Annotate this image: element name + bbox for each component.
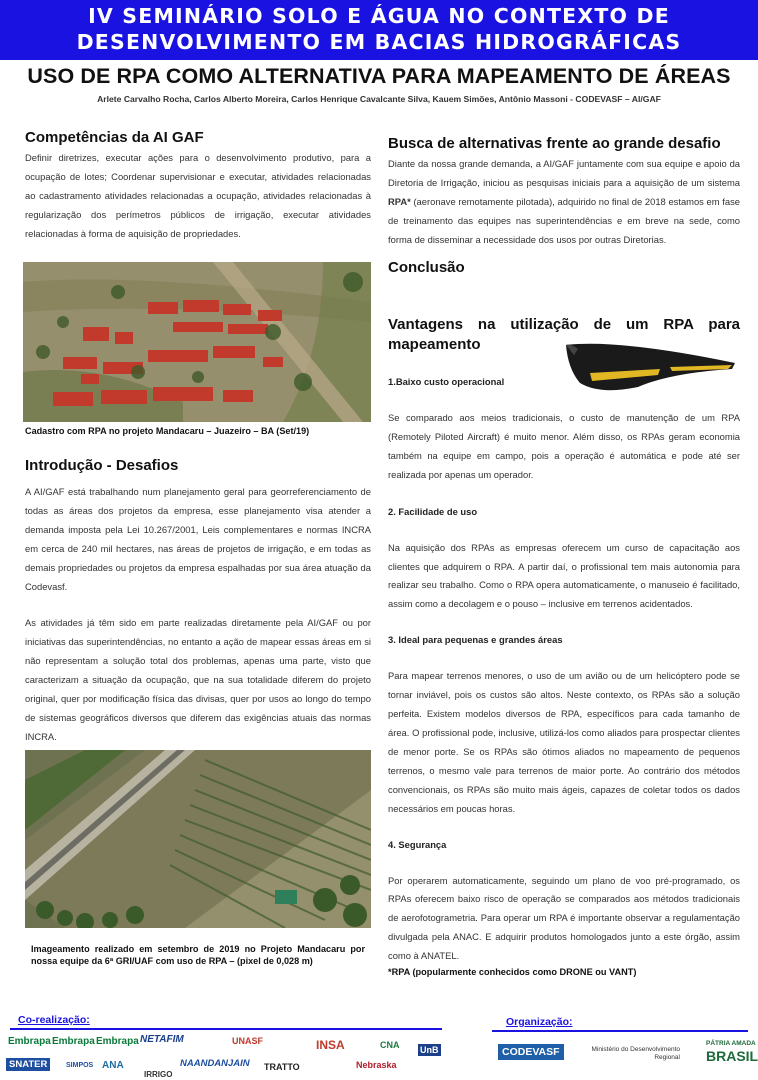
- right-column-top: [388, 135, 740, 276]
- event-title-line2: DESENVOLVIMENTO EM BACIAS HIDROGRÁFICAS: [76, 30, 682, 54]
- v2-heading: 2. Facilidade de uso: [388, 505, 478, 517]
- busca-rpa: RPA*: [388, 195, 411, 207]
- competencias-heading: Competências da AI GAF: [25, 129, 204, 146]
- logo-patria-amada: PÁTRIA AMADA: [706, 1040, 756, 1047]
- vantagens-heading: Vantagens na utilização de um RPA para mapeamento: [388, 316, 740, 353]
- busca-heading: Busca de alternativas frente ao grande desafio: [388, 135, 721, 152]
- v4-heading: 4. Segurança: [388, 838, 447, 850]
- v3-heading: 3. Ideal para pequenas e grandes áreas: [388, 634, 563, 646]
- conclusao-heading: Conclusão: [388, 258, 465, 276]
- left-column: [25, 129, 371, 244]
- logo-simpos: SIMPOS: [66, 1062, 94, 1069]
- event-title-line1: IV SEMINÁRIO SOLO E ÁGUA NO CONTEXTO DE: [88, 4, 670, 28]
- logo-embrapa-2: Embrapa: [52, 1036, 95, 1047]
- v3-text: Para mapear terrenos menores, o uso de um avião ou de um helicóptero pode se tornar inviável, pois os custos são altos. Neste contexto, os RPAs são a solução perfeita. Existem modelos diversos de RPA, específicos para cada tamanho de área. O profissional pode, inclusive, utilizá-los como aliados para prospectar clientes de menor porte. Se os RPAs são ótimos aliados no mapeamento de pequenos terrenos, o mesmo vale para terrenos de maior porte. Ao contrário dos métodos convencionais, os RPAs são muito mais ágeis, capazes de coletar todos os dados necessários em poucas horas.: [388, 670, 740, 814]
- v1-text: Se comparado aos meios tradicionais, o custo de manutenção de um RPA (Remotely Piloted Aircraft) é muito menor. Além disso, os RPAs geram economia também na equipe em campo, pois a operação é automática e pode até ser realizada por apenas um operador.: [388, 412, 740, 480]
- logo-nebraska: Nebraska: [356, 1060, 397, 1070]
- authors-line: Arlete Carvalho Rocha, Carlos Alberto Moreira, Carlos Henrique Cavalcante Silva, Kauem Simões, Antônio Massoni - CODEVASF – AI/GAF: [97, 94, 661, 104]
- logo-cna: CNA: [380, 1040, 400, 1050]
- v2-text: Na aquisição dos RPAs as empresas oferecem um curso de capacitação aos clientes que adquirem o RPA. A partir daí, o profissional tem mais autonomia para realizar seu trabalho. Como o RPA opera automaticamente, o manuseio é facilitado, assim como a decolagem e o pouso – inclusive em terrenos acidentados.: [388, 541, 740, 610]
- caption2-block: [31, 943, 365, 967]
- logo-insa: INSA: [316, 1038, 345, 1052]
- logo-codevasf: CODEVASF: [498, 1044, 564, 1060]
- v1-block: [388, 409, 740, 978]
- logo-unb: UnB: [420, 1045, 439, 1055]
- busca-text-b: (aeronave remotamente pilotada), adquirido no final de 2018 estamos em fase de treinamento das equipes nas superintendências e em breve na sede, como forma de disseminar a necessidade dos usos por outras Diretorias.: [388, 195, 740, 245]
- poster-title: USO DE RPA COMO ALTERNATIVA PARA MAPEAMENTO DE ÁREAS: [27, 64, 731, 88]
- competencias-text: Definir diretrizes, executar ações para o desenvolvimento produtivo, para a ocupação de lotes; Coordenar supervisionar e executar, atividades relacionadas ao cadastramento atividades relacionadas a ocupação, atividades relacionadas à regularização dos perímetros públicos de irrigação, executar atividades relacionadas à forma de aquisição de propriedades.: [25, 152, 371, 239]
- v1-heading: 1.Baixo custo operacional: [388, 376, 505, 387]
- busca-text-a: Diante da nossa grande demanda, a AI/GAF juntamente com sua equipe e apoio da Diretoria de Irrigação, iniciou as pesquisas iniciais para a aquisição de um sistema: [388, 158, 740, 188]
- caption1-block: [25, 425, 371, 437]
- v4-text: Por operarem automaticamente, seguindo um plano de voo pré-programado, os RPAs oferecem baixo risco de operação se comparados aos métodos tradicionais de aerofotogrametria. Para operar um RPA é importante observar a regulamentação divulgada pela ANAC. E adquirir produtos homologados junto a este órgão, assim como à ANATEL.: [388, 874, 740, 962]
- organizacao-label: Organização:: [506, 1016, 573, 1028]
- corealizacao-label: Co-realização:: [18, 1014, 90, 1026]
- aerial-village-image: [23, 262, 371, 422]
- image-caption-2: Imageamento realizado em setembro de 2019 no Projeto Mandacaru por nossa equipe da 6ª GRI/UAF com uso de RPA – (pixel de 0,028 m): [31, 944, 365, 966]
- intro-paragraph-1: A AI/GAF está trabalhando num planejamento geral para georreferenciamento de todas as áreas dos projetos da empresa, esse planejamento visa atender a demanda imposta pela Lei 10.267/2001, Leis complementares e normas INCRA em cerca de 240 mil hectares, nas áreas de projetos de irrigação, e em todas as demais propriedades ou projetos da empresa espalhadas por sua área atuação da Codevasf.: [25, 486, 371, 592]
- logo-netafim: NETAFIM: [140, 1034, 184, 1045]
- footer-divider-left: [10, 1028, 442, 1030]
- logo-brasil: BRASIL: [706, 1048, 758, 1064]
- logo-tratto: TRATTO: [264, 1062, 300, 1072]
- busca-text: [388, 155, 740, 250]
- intro-heading: Introdução - Desafios: [25, 457, 179, 474]
- footer-divider-right: [492, 1030, 748, 1032]
- logo-unasf: UNASF: [232, 1036, 263, 1046]
- intro-block: [25, 457, 371, 747]
- drone-image: [560, 333, 740, 399]
- logo-ana: ANA: [102, 1060, 124, 1071]
- intro-paragraph-2: As atividades já têm sido em parte realizadas diretamente pela AI/GAF ou por iniciativas das superintendências, no entanto a ação de mapear essas áreas em si não representam a solução total dos problemas, apenas uma parte, visto que caracterizam a situação da ocupação, que na sua totalidade diferem do projeto original, quer por modificação física das divisas, quer por usos ao longo do tempo de sistemas geográficos diversos que diferem das exigências atuais das normas INCRA.: [25, 617, 371, 742]
- rpa-footnote: *RPA (popularmente conhecidos como DRONE ou VANT): [388, 967, 637, 978]
- logo-irrigo: IRRIGO: [144, 1070, 173, 1079]
- v1-title-block: [388, 376, 740, 387]
- image-caption-1: Cadastro com RPA no projeto Mandacaru – Juazeiro – BA (Set/19): [25, 426, 310, 436]
- aerial-orchard-image: [25, 750, 371, 928]
- logo-naandanjain: NAANDANJAIN: [180, 1058, 250, 1069]
- logo-snater: SNATER: [6, 1058, 50, 1071]
- event-banner: [0, 0, 758, 60]
- logo-embrapa-1: Embrapa: [8, 1036, 51, 1047]
- logo-embrapa-3: Embrapa: [96, 1036, 139, 1047]
- logo-ministerio: Ministério do Desenvolvimento Regional: [591, 1046, 680, 1061]
